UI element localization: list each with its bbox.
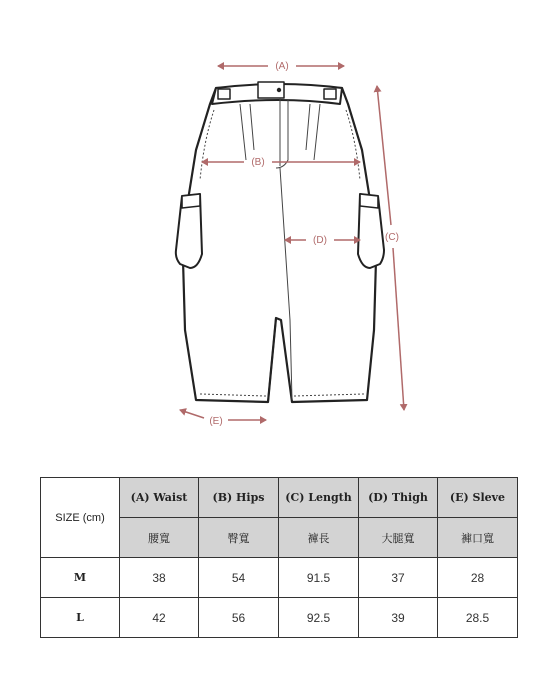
value-cell: 28.5 [438,598,518,638]
value-cell: 28 [438,558,518,598]
col-header-hips: (B) Hips [199,478,279,518]
col-header-sleve: (E) Sleve [438,478,518,518]
value-cell: 39 [359,598,438,638]
label-d: (D) [313,235,327,246]
value-cell: 56 [199,598,279,638]
corner-cell: SIZE (cm) [41,478,120,558]
size-label: M [41,558,120,598]
value-cell: 54 [199,558,279,598]
col-header-sleve-zh: 褲口寬 [438,518,518,558]
sleve-arrow-left [180,410,204,418]
value-cell: 42 [120,598,199,638]
label-c: (C) [385,232,399,243]
col-header-waist: (A) Waist [120,478,199,518]
label-a: (A) [275,61,289,72]
button [277,88,281,92]
label-b: (B) [251,157,265,168]
col-header-length-zh: 褲長 [279,518,359,558]
value-cell: 37 [359,558,438,598]
value-cell: 91.5 [279,558,359,598]
value-cell: 92.5 [279,598,359,638]
size-label: L [41,598,120,638]
col-header-hips-zh: 臀寬 [199,518,279,558]
size-table [40,477,518,638]
value-cell: 38 [120,558,199,598]
table-row [41,558,518,598]
col-header-thigh: (D) Thigh [359,478,438,518]
length-arrow-down [393,248,404,410]
col-header-waist-zh: 腰寬 [120,518,199,558]
col-header-length: (C) Length [279,478,359,518]
label-e: (E) [209,416,223,427]
table-row [41,598,518,638]
belt-loop-right [324,89,336,99]
belt-loop-left [218,89,230,99]
header-row-en [41,478,518,518]
col-header-thigh-zh: 大腿寬 [359,518,438,558]
